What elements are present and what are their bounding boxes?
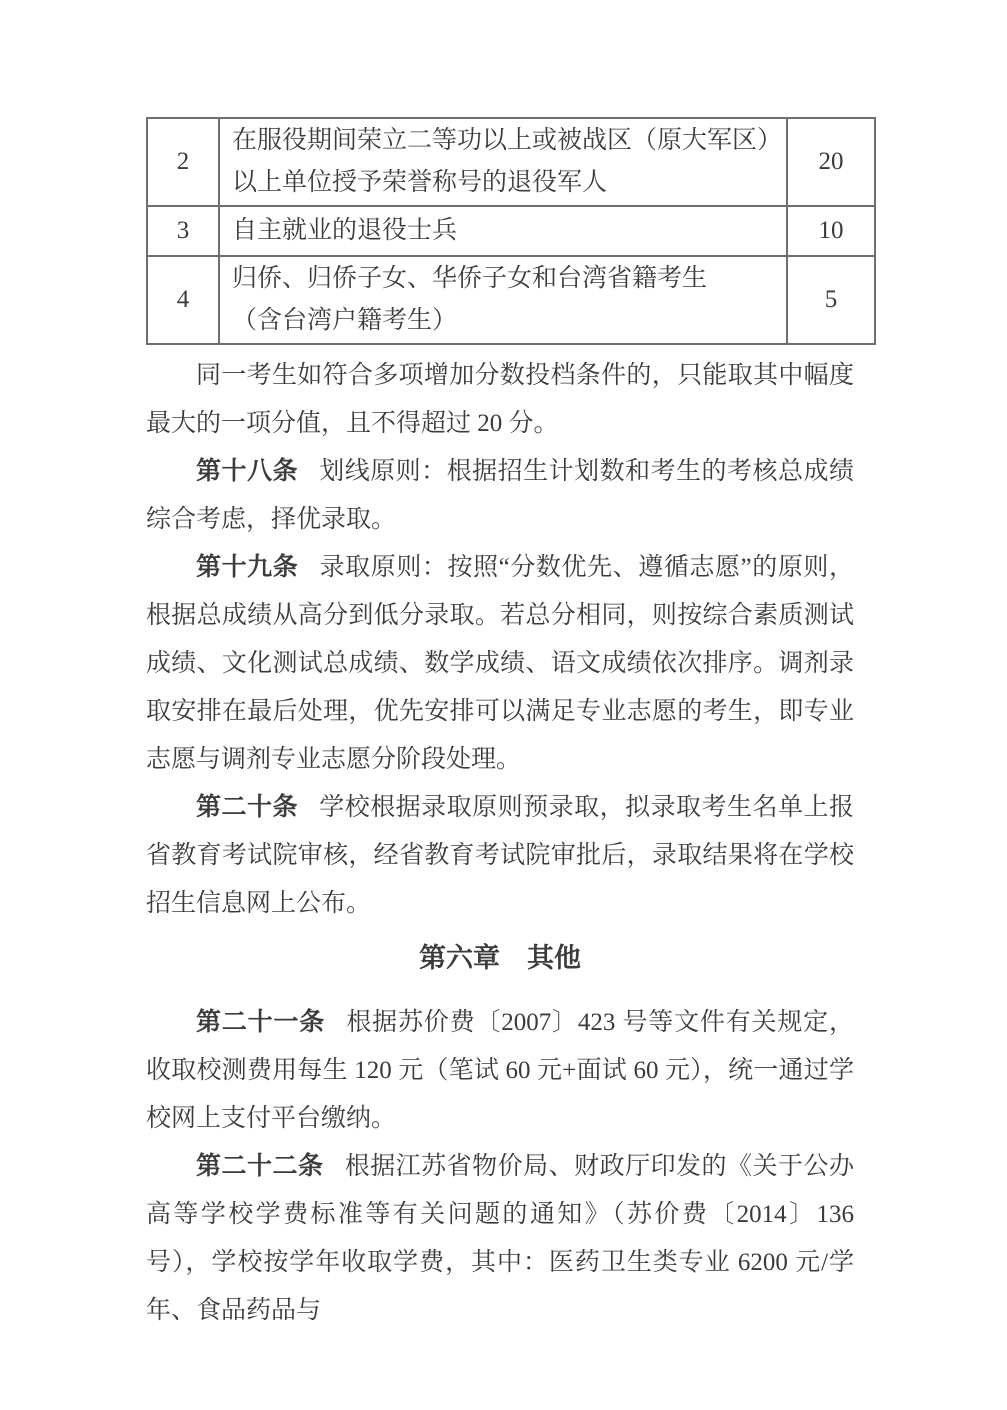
article-term: 第二十一条 [196, 1009, 326, 1036]
table-cell-number: 4 [147, 256, 219, 344]
paragraph-article-22 [146, 1143, 854, 1335]
table-cell-description [219, 206, 787, 256]
paragraph-bonus-note [146, 352, 854, 448]
table-row [147, 256, 875, 344]
table-cell-description-line: 以上单位授予荣誉称号的退役军人 [232, 169, 608, 196]
article-term: 第二十二条 [196, 1153, 324, 1180]
table-row [147, 206, 875, 256]
table-cell-score: 5 [787, 256, 875, 344]
table-cell-number: 3 [147, 206, 219, 256]
table-cell-description-line: 归侨、归侨子女、华侨子女和台湾省籍考生 [232, 265, 708, 292]
article-term: 第二十条 [196, 794, 298, 821]
table-cell-description-line: 自主就业的退役士兵 [232, 217, 458, 244]
paragraph-article-21 [146, 999, 854, 1143]
table-cell-number: 2 [147, 118, 219, 206]
table-cell-score: 20 [787, 118, 875, 206]
paragraph-article-19 [146, 544, 854, 784]
article-term: 第十九条 [196, 554, 299, 581]
table-cell-score: 10 [787, 206, 875, 256]
document-content [146, 117, 854, 1335]
paragraph-text: 划线原则：根据招生计划数和考生的考核总成绩综合考虑，择优录取。 [146, 458, 854, 533]
chapter-heading: 第六章 其他 [419, 943, 581, 973]
paragraph-text: 学校根据录取原则预录取，拟录取考生名单上报省教育考试院审核，经省教育考试院审批后，录取结果将在学校招生信息网上公布。 [146, 794, 854, 917]
paragraph-text: 根据江苏省物价局、财政厅印发的《关于公办高等学校学费标准等有关问题的通知》（苏价费〔2014〕136 号），学校按学年收取学费，其中：医药卫生类专业 6200 元/学年、食品药品与 [146, 1153, 854, 1324]
table-cell-description [219, 256, 787, 344]
paragraph-text: 录取原则：按照“分数优先、遵循志愿”的原则，根据总成绩从高分到低分录取。若总分相同，则按综合素质测试成绩、文化测试总成绩、数学成绩、语文成绩依次排序。调剂录取安排在最后处理，优先安排可以满足专业志愿的考生，即专业志愿与调剂专业志愿分阶段处理。 [146, 554, 854, 773]
paragraph-text: 根据苏价费〔2007〕423 号等文件有关规定，收取校测费用每生 120 元（笔试 60 元+面试 60 元），统一通过学校网上支付平台缴纳。 [146, 1009, 854, 1132]
table-cell-description-line: （含台湾户籍考生） [232, 307, 458, 334]
table-cell-description-line: 在服役期间荣立二等功以上或被战区（原大军区） [232, 127, 783, 154]
table-row [147, 118, 875, 206]
article-term: 第十八条 [196, 458, 298, 485]
bonus-points-table [146, 117, 876, 345]
paragraph-text: 同一考生如符合多项增加分数投档条件的，只能取其中幅度最大的一项分值，且不得超过 20 分。 [146, 362, 854, 437]
paragraph-article-20 [146, 784, 854, 928]
paragraph-article-18 [146, 448, 854, 544]
table-cell-description [219, 118, 787, 206]
